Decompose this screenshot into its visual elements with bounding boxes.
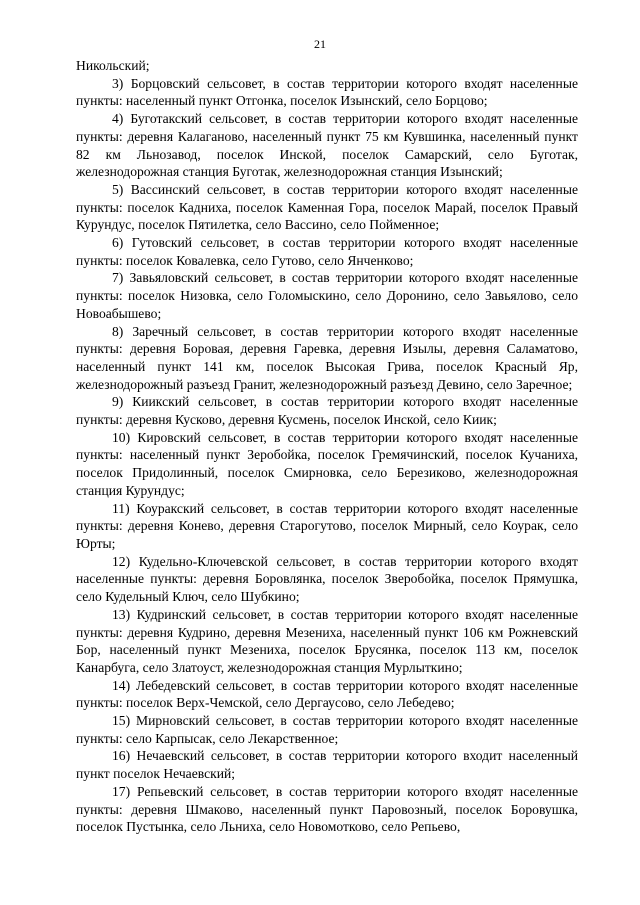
- paragraph-item-4: 4) Буготакский сельсовет, в состав территории которого входят населенные пункты: деревня Калаганово, населенный пункт 75 км Кувшинка, населенный пункт 82 км Льнозавод, поселок Инской, поселок Самарский, село Буготак, железнодорожная станция Буготак, железнодорожная станция Изынский;: [76, 111, 578, 180]
- paragraph-item-13: 13) Кудринский сельсовет, в состав территории которого входят населенные пункты: деревня Кудрино, деревня Мезениха, населенный пункт 106 км Рожневский Бор, населенный пункт Мезениха, поселок Брусянка, поселок 113 км, поселок Канарбуга, село Златоуст, железнодорожная станция Мурлыткино;: [76, 606, 578, 675]
- paragraph-item-12: 12) Кудельно-Ключевской сельсовет, в состав территории которого входят населенные пункты: деревня Боровлянка, поселок Зверобойка, поселок Прямушка, село Кудельный Ключ, село Шубкино;: [76, 553, 578, 605]
- page-number: 21: [314, 37, 326, 51]
- paragraph-item-3: 3) Борцовский сельсовет, в состав территории которого входят населенные пункты: населенный пункт Отгонка, поселок Изынский, село Борцово;: [76, 75, 578, 109]
- paragraph-item-15: 15) Мирновский сельсовет, в состав территории которого входят населенные пункты: село Карпысак, село Лекарственное;: [76, 713, 578, 746]
- paragraph-continuation: Никольский;: [76, 58, 150, 73]
- paragraph-item-14: 14) Лебедевский сельсовет, в состав территории которого входят населенные пункты: поселок Верх-Чемской, село Дергаусово, село Лебедево;: [76, 677, 578, 711]
- paragraph-item-5: 5) Вассинский сельсовет, в состав территории которого входят населенные пункты: поселок Кадниха, поселок Каменная Гора, поселок Марай, поселок Правый Курундус, поселок Пятилетка, село Вассино, село Пойменное;: [76, 181, 578, 233]
- paragraph-item-17: 17) Репьевский сельсовет, в состав территории которого входят населенные пункты: деревня Шмаково, населенный пункт Паровозный, поселок Боровушка, поселок Пустынка, село Льниха, село Новомотково, село Репьево,: [76, 783, 578, 835]
- paragraph-item-7: 7) Завьяловский сельсовет, в состав территории которого входят населенные пункты: поселок Низовка, село Голомыскино, село Доронино, село Завьялово, село Новоабышево;: [76, 270, 578, 321]
- paragraph-item-11: 11) Коуракский сельсовет, в состав территории которого входят населенные пункты: деревня Конево, деревня Старогутово, поселок Мирный, село Коурак, село Юрты;: [76, 500, 578, 551]
- paragraph-item-16: 16) Нечаевский сельсовет, в состав территории которого входит населенный пункт поселок Нечаевский;: [76, 748, 578, 782]
- document-body: [76, 57, 578, 836]
- paragraph-item-6: 6) Гутовский сельсовет, в состав территории которого входят населенные пункты: поселок Ковалевка, село Гутово, село Янченково;: [76, 235, 578, 268]
- paragraph-item-8: 8) Заречный сельсовет, в состав территории которого входят населенные пункты: деревня Боровая, деревня Гаревка, деревня Изылы, деревня Саламатово, населенный пункт 141 км, поселок Высокая Грива, поселок Красный Яр, железнодорожный разъезд Гранит, железнодорожный разъезд Девино, село Заречное;: [76, 323, 578, 392]
- paragraph-item-9: 9) Киикский сельсовет, в состав территории которого входят населенные пункты: деревня Кусково, деревня Кусмень, поселок Инской, село Киик;: [76, 394, 578, 428]
- paragraph-item-10: 10) Кировский сельсовет, в состав территории которого входят населенные пункты: населенный пункт Зеробойка, поселок Гремячинский, поселок Кучаниха, поселок Придолинный, поселок Смирновка, село Березиково, железнодорожная станция Курундус;: [76, 429, 578, 498]
